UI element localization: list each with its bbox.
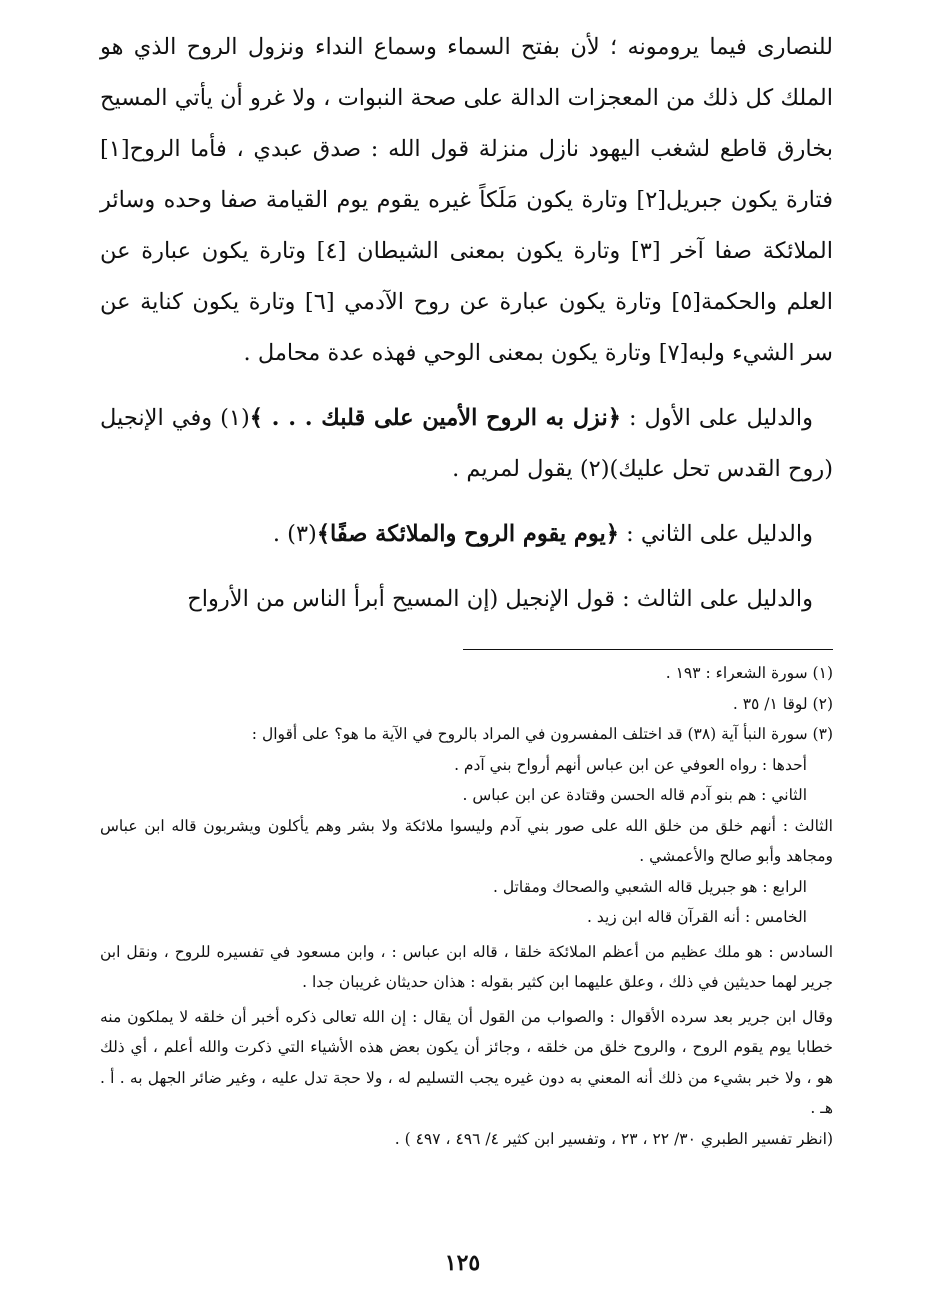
footnote-opinion-4: الرابع : هو جبريل قاله الشعبي والصحاك ومقاتل . (492, 877, 807, 896)
footnote-opinion-3: الثالث : أنهم خلق من خلق الله على صور بني آدم وليسوا ملائكة ولا بشر وهم يأكلون ويشربون قاله ابن عباس ومجاهد وأبو صالح والأعمشي . (100, 816, 833, 865)
quran-quote: ﴿يوم يقوم الروح والملائكة صفًا﴾ (316, 521, 619, 547)
footnote-opinion-1: أحدها : رواه العوفي عن ابن عباس أنهم أرواح بني آدم . (454, 755, 807, 774)
footnote-opinion-5: الخامس : أنه القرآن قاله ابن زيد . (586, 908, 807, 926)
page-number: ١٢٥ (444, 1250, 481, 1276)
evidence-tail: (١) وفي الإنجيل (روح القدس تحل عليك)(٢) يقول لمريم . (100, 405, 833, 482)
evidence-tail: قول الإنجيل (إن المسيح أبرأ الناس من الأرواح (187, 586, 615, 612)
body-paragraph: للنصارى فيما يرومونه ؛ لأن بفتح السماء وسماع النداء ونزول الروح الذي هو الملك كل ذلك من المعجزات الدالة على صحة النبوات ، ولا غرو أن يأتي المسيح بخارق قاطع لشغب اليهود نازل منزلة قول الله : صدق عبدي ، فأما الروح[١] فتارة يكون جبريل[٢] وتارة يكون مَلَكاً غيره يقوم يوم القيامة صفا وحده وسائر الملائكة صفا آخر [٣] وتارة يكون بمعنى الشيطان [٤] وتارة يكون عبارة عن العلم والحكمة[٥] وتارة يكون عبارة عن روح الآدمي [٦] وتارة يكون كناية عن سر الشيء ولبه[٧] وتارة يكون بمعنى الوحي فهذه عدة محامل . (100, 34, 833, 366)
evidence-first (100, 393, 833, 495)
footnote-divider (463, 649, 833, 650)
footnote-reference: (انظر تفسير الطبري ٣٠/ ٢٢ ، ٢٣ ، وتفسير ابن كثير ٤/ ٤٩٦ ، ٤٩٧ ) . (394, 1129, 833, 1148)
evidence-third (100, 574, 833, 625)
evidence-tail: (٣) . (272, 521, 317, 547)
footnote-opinion-6: السادس : هو ملك عظيم من أعظم الملائكة خلقا ، قاله ابن عباس : ، وابن مسعود في تفسيره للروح ، ونقل ابن جرير لهما حديثين في ذلك ، وعلق عليهما ابن كثير بقوله : هذان حديثان غريبان جدا . (100, 942, 833, 991)
footnote-conclusion: وقال ابن جرير بعد سرده الأقوال : والصواب من القول أن يقال : إن الله تعالى ذكره أخبر أن خلقه لا يملكون منه خطابا يوم يقوم الروح ، والروح خلق من خلقه ، وجائز أن يكون بعض هذه الأشياء التي ذكرت والله أعلم ، أي ذلك هو ، ولا خبر بشيء من ذلك أنه المعني به دون غيره يجب التسليم له ، ولا حجة تدل عليه ، وغير ضائر الجهل به . أ . هـ . (100, 1007, 833, 1117)
footnote-3-intro: (٣) سورة النبأ آية (٣٨) قد اختلف المفسرون في المراد بالروح في الآية ما هو؟ على أقوال : (251, 725, 833, 743)
footnote-opinion-2: الثاني : هم بنو آدم قاله الحسن وقتادة عن ابن عباس . (462, 786, 807, 804)
evidence-lead: والدليل على الأول : (620, 405, 813, 431)
main-text (100, 22, 833, 625)
footnotes (100, 658, 833, 1154)
evidence-second (100, 509, 833, 560)
evidence-lead: والدليل على الثاني : (618, 521, 813, 547)
footnote-2: (٢) لوقا ١/ ٣٥ . (732, 694, 833, 713)
quran-quote: ﴿نزل به الروح الأمين على قلبك . . . ﴾ (249, 405, 621, 431)
evidence-lead: والدليل على الثالث : (615, 586, 813, 612)
footnote-1: (١) سورة الشعراء : ١٩٣ . (665, 664, 833, 682)
